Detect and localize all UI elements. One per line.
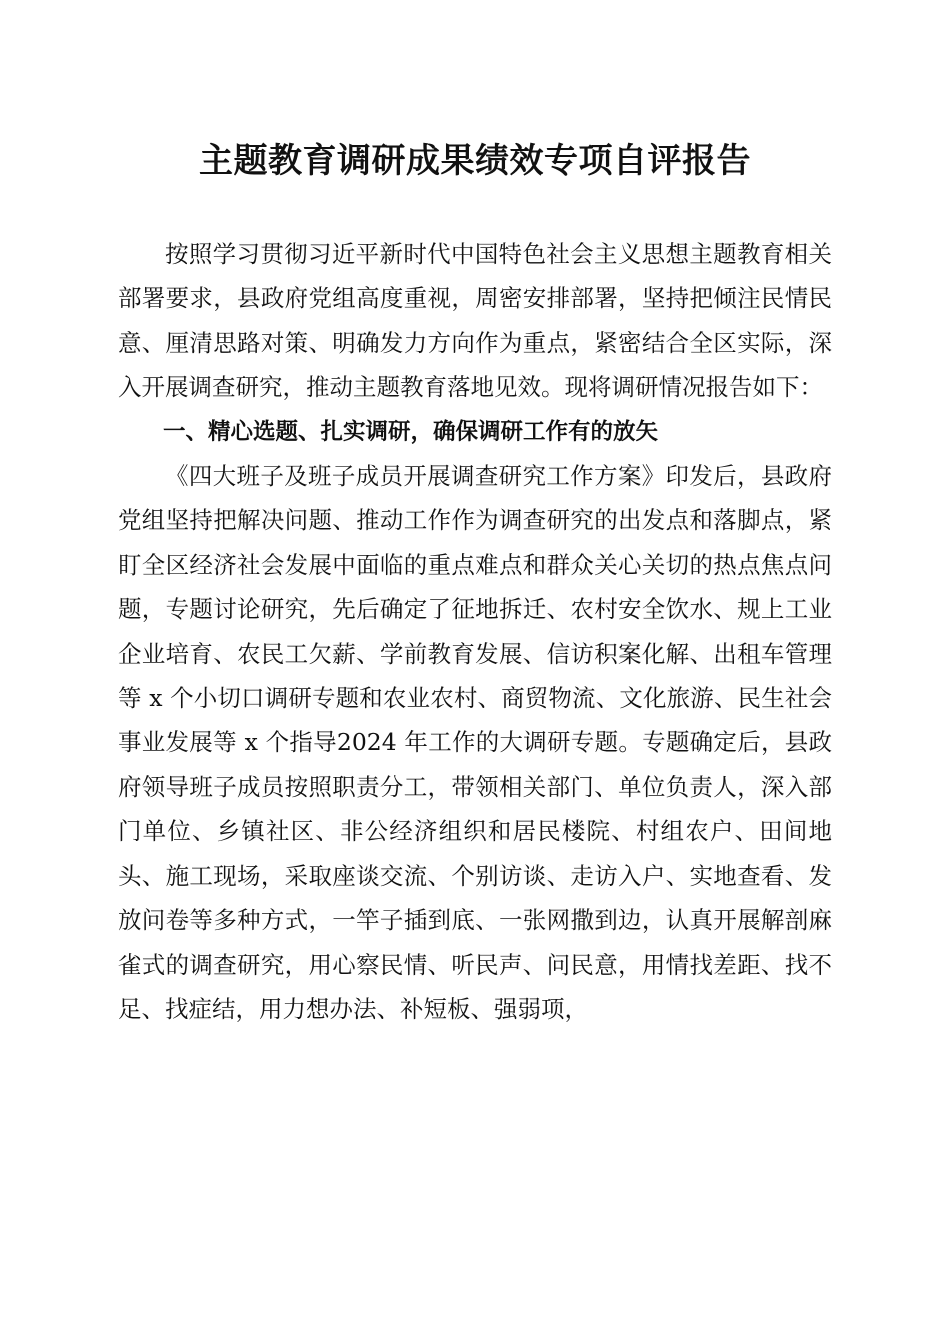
document-body — [118, 232, 832, 1031]
document-title: 主题教育调研成果绩效专项自评报告 — [199, 141, 751, 181]
section-heading-1: 一、精心选题、扎实调研，确保调研工作有的放矢 — [163, 418, 659, 445]
section-1-paragraph: 《四大班子及班子成员开展调查研究工作方案》印发后，县政府党组坚持把解决问题、推动工作作为调查研究的出发点和落脚点，紧盯全区经济社会发展中面临的重点难点和群众关心关切的热点焦点问题，专题讨论研究，先后确定了征地拆迁、农村安全饮水、规上工业企业培育、农民工欠薪、学前教育发展、信访积案化解、出租车管理等 x 个小切口调研专题和农业农村、商贸物流、文化旅游、民生社会事业发展等 x 个指导2024 年工作的大调研专题。专题确定后，县政府领导班子成员按照职责分工，带领相关部门、单位负责人，深入部门单位、乡镇社区、非公经济组织和居民楼院、村组农户、田间地头、施工现场，采取座谈交流、个别访谈、走访入户、实地查看、发放问卷等多种方式，一竿子插到底、一张网撒到边，认真开展解剖麻雀式的调查研究，用心察民情、听民声、问民意，用情找差距、找不足、找症结，用力想办法、补短板、强弱项， — [118, 462, 832, 1023]
intro-paragraph: 按照学习贯彻习近平新时代中国特色社会主义思想主题教育相关部署要求，县政府党组高度重视，周密安排部署，坚持把倾注民情民意、厘清思路对策、明确发力方向作为重点，紧密结合全区实际，深入开展调查研究，推动主题教育落地见效。现将调研情况报告如下： — [118, 240, 832, 402]
